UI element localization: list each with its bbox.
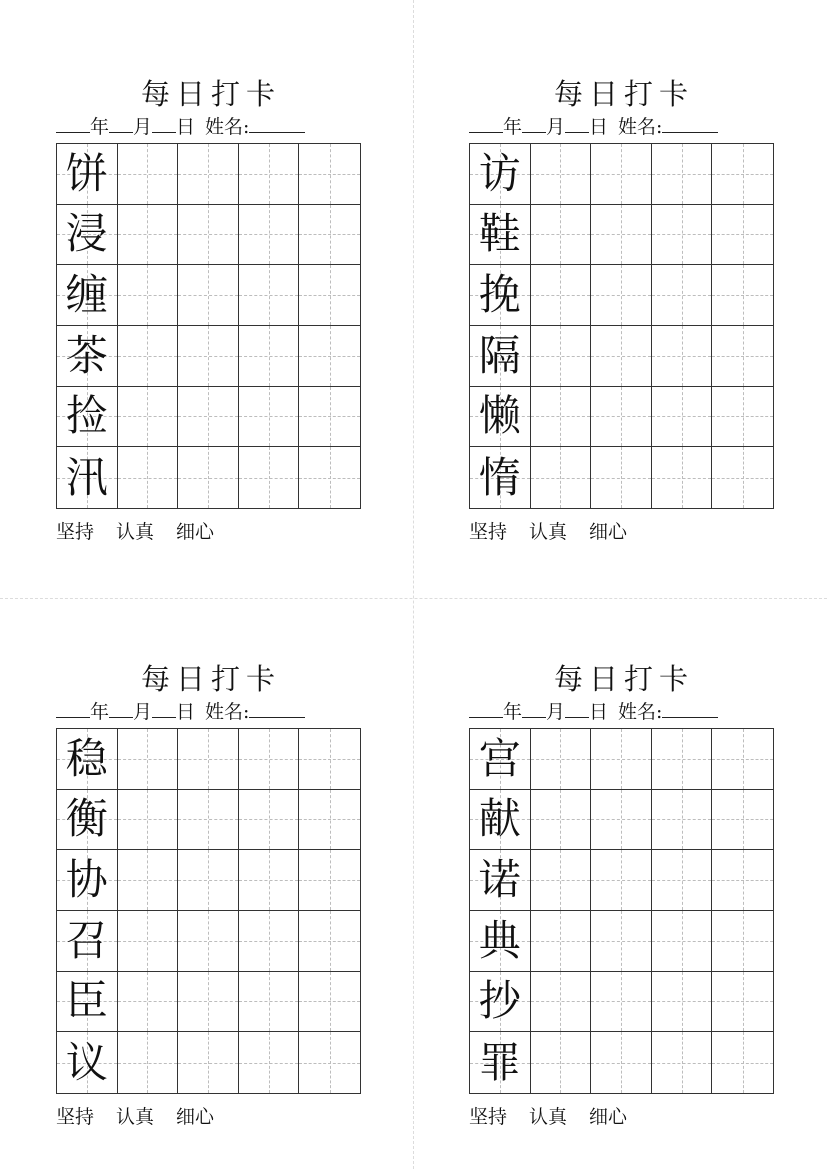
day-label: 日	[589, 116, 609, 138]
name-blank[interactable]	[249, 699, 305, 718]
practice-cell[interactable]	[239, 265, 300, 326]
day-label: 日	[589, 701, 609, 723]
practice-cell[interactable]	[299, 911, 360, 972]
model-character: 臣	[65, 976, 108, 1026]
model-character: 诺	[478, 855, 521, 905]
model-character-cell[interactable]	[470, 205, 531, 266]
name-label: 姓名:	[205, 701, 250, 723]
date-name-line	[469, 699, 779, 725]
practice-cell[interactable]	[118, 205, 179, 266]
practice-cell[interactable]	[652, 144, 713, 205]
practice-cell[interactable]	[712, 205, 773, 266]
practice-cell[interactable]	[531, 205, 592, 266]
model-character-cell[interactable]	[57, 850, 118, 911]
practice-cell[interactable]	[178, 144, 239, 205]
motto-word: 认真	[116, 1106, 155, 1128]
day-blank[interactable]	[565, 699, 589, 718]
practice-cell[interactable]	[239, 1032, 300, 1093]
motto-word: 坚持	[56, 1106, 95, 1128]
practice-cell[interactable]	[299, 1032, 360, 1093]
practice-cell[interactable]	[712, 265, 773, 326]
name-label: 姓名:	[205, 116, 250, 138]
practice-cell[interactable]	[591, 387, 652, 448]
practice-cell[interactable]	[178, 265, 239, 326]
card-footer	[56, 1104, 366, 1130]
name-blank[interactable]	[662, 114, 718, 133]
practice-cell[interactable]	[118, 265, 179, 326]
model-character-cell[interactable]	[57, 972, 118, 1033]
practice-cell[interactable]	[531, 850, 592, 911]
model-character: 罪	[478, 1037, 521, 1087]
practice-cell[interactable]	[712, 790, 773, 851]
practice-cell[interactable]	[239, 205, 300, 266]
model-character: 汛	[65, 452, 108, 502]
model-character-cell[interactable]	[57, 387, 118, 448]
practice-cell[interactable]	[591, 144, 652, 205]
practice-cell[interactable]	[652, 205, 713, 266]
year-blank[interactable]	[56, 699, 90, 718]
model-character-cell[interactable]	[470, 265, 531, 326]
practice-cell[interactable]	[531, 447, 592, 508]
practice-cell[interactable]	[178, 911, 239, 972]
writing-grid	[56, 728, 361, 1094]
practice-cell[interactable]	[239, 447, 300, 508]
model-character: 捡	[65, 391, 108, 441]
practice-card	[56, 74, 376, 544]
model-character-cell[interactable]	[470, 850, 531, 911]
practice-cell[interactable]	[652, 972, 713, 1033]
year-blank[interactable]	[56, 114, 90, 133]
card-footer	[56, 519, 366, 545]
practice-cell[interactable]	[299, 972, 360, 1033]
practice-cell[interactable]	[178, 387, 239, 448]
writing-grid	[56, 143, 361, 509]
practice-cell[interactable]	[591, 729, 652, 790]
practice-cell[interactable]	[239, 850, 300, 911]
day-label: 日	[176, 116, 196, 138]
name-blank[interactable]	[662, 699, 718, 718]
model-character-cell[interactable]	[470, 729, 531, 790]
practice-cell[interactable]	[299, 447, 360, 508]
date-name-line	[469, 114, 779, 140]
practice-cell[interactable]	[118, 1032, 179, 1093]
model-character: 议	[65, 1037, 108, 1087]
practice-cell[interactable]	[118, 729, 179, 790]
model-character-cell[interactable]	[470, 911, 531, 972]
practice-cell[interactable]	[652, 447, 713, 508]
model-character: 隔	[478, 330, 521, 380]
practice-cell[interactable]	[531, 911, 592, 972]
practice-cell[interactable]	[239, 911, 300, 972]
card-title: 每日打卡	[140, 662, 281, 696]
year-blank[interactable]	[469, 699, 503, 718]
month-label: 月	[546, 701, 566, 723]
horizontal-cut-line	[0, 598, 827, 599]
practice-cell[interactable]	[178, 326, 239, 387]
model-character: 召	[65, 915, 108, 965]
practice-cell[interactable]	[591, 265, 652, 326]
model-character: 典	[478, 915, 521, 965]
model-character-cell[interactable]	[470, 387, 531, 448]
name-label: 姓名:	[618, 116, 663, 138]
practice-cell[interactable]	[299, 144, 360, 205]
practice-cell[interactable]	[531, 1032, 592, 1093]
motto-word: 坚持	[56, 521, 95, 543]
month-blank[interactable]	[522, 114, 546, 133]
practice-cell[interactable]	[299, 387, 360, 448]
model-character-cell[interactable]	[57, 205, 118, 266]
model-character-cell[interactable]	[470, 447, 531, 508]
practice-cell[interactable]	[239, 387, 300, 448]
model-character-cell[interactable]	[470, 972, 531, 1033]
day-blank[interactable]	[565, 114, 589, 133]
practice-cell[interactable]	[652, 1032, 713, 1093]
practice-cell[interactable]	[531, 387, 592, 448]
model-character: 宫	[478, 733, 521, 783]
year-label: 年	[503, 701, 523, 723]
model-character: 浸	[65, 209, 108, 259]
practice-cell[interactable]	[239, 972, 300, 1033]
practice-cell[interactable]	[299, 790, 360, 851]
practice-cell[interactable]	[652, 326, 713, 387]
year-label: 年	[90, 116, 110, 138]
practice-cell[interactable]	[652, 790, 713, 851]
day-blank[interactable]	[152, 699, 176, 718]
practice-cell[interactable]	[239, 326, 300, 387]
card-footer	[469, 1104, 779, 1130]
practice-cell[interactable]	[299, 326, 360, 387]
vertical-cut-line	[413, 0, 414, 1169]
practice-cell[interactable]	[712, 1032, 773, 1093]
practice-card	[469, 659, 789, 1129]
name-label: 姓名:	[618, 701, 663, 723]
model-character: 懒	[478, 391, 521, 441]
practice-cell[interactable]	[178, 1032, 239, 1093]
practice-cell[interactable]	[118, 850, 179, 911]
year-label: 年	[90, 701, 110, 723]
month-label: 月	[133, 701, 153, 723]
practice-cell[interactable]	[118, 447, 179, 508]
practice-cell[interactable]	[591, 447, 652, 508]
practice-cell[interactable]	[531, 265, 592, 326]
model-character: 惰	[478, 452, 521, 502]
practice-cell[interactable]	[712, 850, 773, 911]
month-blank[interactable]	[109, 699, 133, 718]
practice-cell[interactable]	[299, 850, 360, 911]
practice-cell[interactable]	[712, 729, 773, 790]
motto-word: 认真	[529, 521, 568, 543]
writing-grid	[469, 143, 774, 509]
model-character-cell[interactable]	[470, 1032, 531, 1093]
practice-cell[interactable]	[712, 447, 773, 508]
motto-word: 细心	[589, 521, 628, 543]
practice-cell[interactable]	[712, 972, 773, 1033]
writing-grid	[469, 728, 774, 1094]
model-character-cell[interactable]	[57, 1032, 118, 1093]
day-label: 日	[176, 701, 196, 723]
practice-cell[interactable]	[531, 790, 592, 851]
practice-cell[interactable]	[178, 729, 239, 790]
practice-cell[interactable]	[239, 790, 300, 851]
motto-word: 细心	[176, 521, 215, 543]
practice-cell[interactable]	[531, 326, 592, 387]
practice-cell[interactable]	[178, 447, 239, 508]
practice-cell[interactable]	[652, 265, 713, 326]
card-footer	[469, 519, 779, 545]
practice-cell[interactable]	[239, 144, 300, 205]
practice-cell[interactable]	[118, 790, 179, 851]
card-title: 每日打卡	[553, 77, 694, 111]
practice-cell[interactable]	[531, 729, 592, 790]
month-label: 月	[133, 116, 153, 138]
practice-cell[interactable]	[531, 972, 592, 1033]
practice-card	[56, 659, 376, 1129]
month-blank[interactable]	[109, 114, 133, 133]
practice-cell[interactable]	[118, 144, 179, 205]
motto-word: 坚持	[469, 521, 508, 543]
practice-cell[interactable]	[712, 144, 773, 205]
practice-cell[interactable]	[118, 972, 179, 1033]
motto-word: 细心	[589, 1106, 628, 1128]
model-character: 茶	[65, 330, 108, 380]
model-character-cell[interactable]	[470, 326, 531, 387]
practice-cell[interactable]	[531, 144, 592, 205]
month-blank[interactable]	[522, 699, 546, 718]
practice-cell[interactable]	[591, 972, 652, 1033]
card-title: 每日打卡	[553, 662, 694, 696]
year-blank[interactable]	[469, 114, 503, 133]
motto-word: 认真	[529, 1106, 568, 1128]
practice-cell[interactable]	[591, 790, 652, 851]
practice-cell[interactable]	[652, 729, 713, 790]
motto-word: 坚持	[469, 1106, 508, 1128]
year-label: 年	[503, 116, 523, 138]
model-character-cell[interactable]	[470, 790, 531, 851]
practice-cell[interactable]	[299, 265, 360, 326]
model-character: 挽	[478, 270, 521, 320]
model-character-cell[interactable]	[57, 729, 118, 790]
practice-cell[interactable]	[591, 1032, 652, 1093]
motto-word: 细心	[176, 1106, 215, 1128]
practice-cell[interactable]	[591, 326, 652, 387]
practice-cell[interactable]	[652, 850, 713, 911]
day-blank[interactable]	[152, 114, 176, 133]
practice-cell[interactable]	[118, 911, 179, 972]
practice-cell[interactable]	[239, 729, 300, 790]
practice-card	[469, 74, 789, 544]
card-title: 每日打卡	[140, 77, 281, 111]
model-character-cell[interactable]	[57, 144, 118, 205]
practice-cell[interactable]	[118, 326, 179, 387]
practice-cell[interactable]	[178, 972, 239, 1033]
practice-cell[interactable]	[591, 205, 652, 266]
practice-cell[interactable]	[652, 911, 713, 972]
model-character-cell[interactable]	[470, 144, 531, 205]
name-blank[interactable]	[249, 114, 305, 133]
model-character-cell[interactable]	[57, 447, 118, 508]
model-character-cell[interactable]	[57, 265, 118, 326]
date-name-line	[56, 699, 366, 725]
practice-cell[interactable]	[178, 850, 239, 911]
practice-cell[interactable]	[299, 729, 360, 790]
model-character: 稳	[65, 733, 108, 783]
date-name-line	[56, 114, 366, 140]
model-character: 协	[65, 855, 108, 905]
practice-cell[interactable]	[591, 911, 652, 972]
model-character: 衡	[65, 794, 108, 844]
practice-cell[interactable]	[178, 205, 239, 266]
model-character-cell[interactable]	[57, 790, 118, 851]
model-character: 缠	[65, 270, 108, 320]
practice-cell[interactable]	[118, 387, 179, 448]
practice-cell[interactable]	[178, 790, 239, 851]
practice-cell[interactable]	[652, 387, 713, 448]
model-character-cell[interactable]	[57, 326, 118, 387]
practice-cell[interactable]	[712, 387, 773, 448]
model-character: 献	[478, 794, 521, 844]
model-character-cell[interactable]	[57, 911, 118, 972]
model-character: 鞋	[478, 209, 521, 259]
motto-word: 认真	[116, 521, 155, 543]
practice-cell[interactable]	[591, 850, 652, 911]
practice-cell[interactable]	[299, 205, 360, 266]
model-character: 访	[478, 148, 521, 198]
practice-cell[interactable]	[712, 326, 773, 387]
month-label: 月	[546, 116, 566, 138]
practice-cell[interactable]	[712, 911, 773, 972]
model-character: 抄	[478, 976, 521, 1026]
model-character: 饼	[65, 148, 108, 198]
